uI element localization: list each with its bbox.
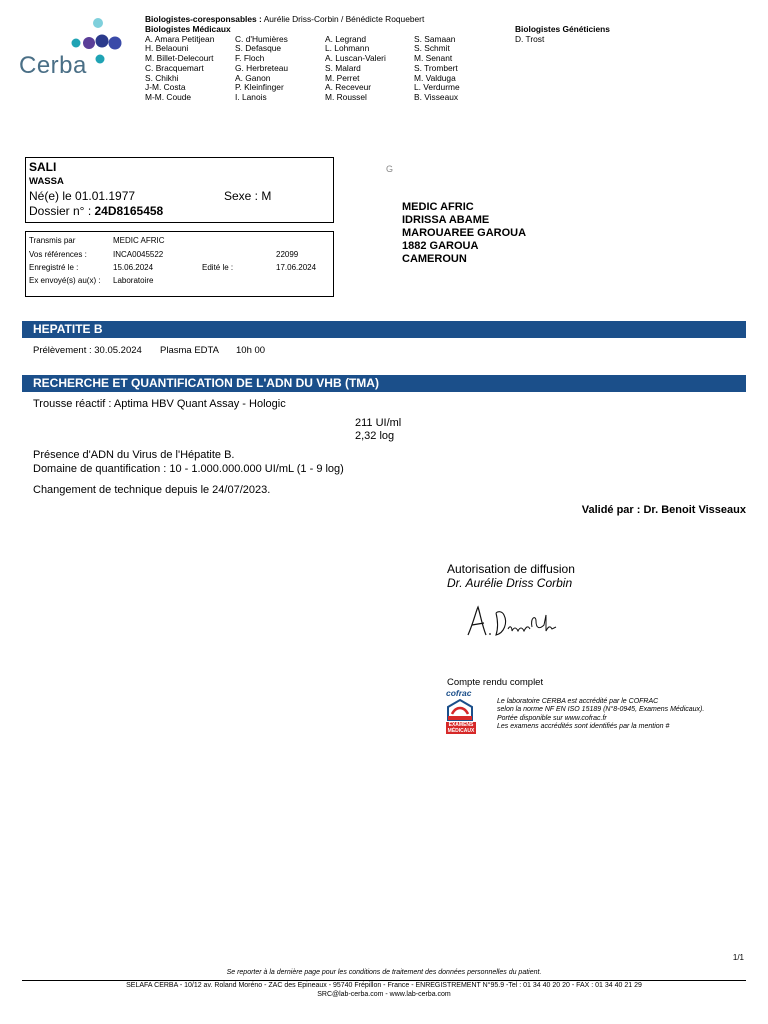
biologist-name: M. Perret xyxy=(325,72,360,83)
biologist-name: S. Samaan xyxy=(414,33,456,44)
transmission-box xyxy=(25,231,334,297)
medicaux-label: Biologistes Médicaux xyxy=(145,24,231,34)
recipient-line: 1882 GAROUA xyxy=(402,240,479,252)
edite-label: Edité le : xyxy=(202,263,234,272)
footer-contact: SRC@lab-cerba.com - www.lab-cerba.com xyxy=(317,991,451,998)
validation-text: Validé par : Dr. Benoit Visseaux xyxy=(581,504,746,516)
refs-value: INCA0045522 xyxy=(113,249,164,259)
coresp-names: Aurélie Driss-Corbin / Bénédicte Roquebert xyxy=(263,14,425,24)
biologist-name: G. Herbreteau xyxy=(235,62,289,73)
result-ui-value: 211 UI/ml xyxy=(355,417,402,429)
dossier-label: Dossier n° : xyxy=(29,204,95,218)
biologist-name: S. Schmit xyxy=(414,43,450,54)
refs-label: Vos références : xyxy=(29,249,87,259)
cofrac-line: Le laboratoire CERBA est accrédité par le COFRAC xyxy=(497,698,659,705)
biologist-name: J-M. Costa xyxy=(145,82,186,93)
biologist-name: M-M. Coude xyxy=(145,92,192,103)
biologist-column-2 xyxy=(235,35,288,104)
geneticiens-label: Biologistes Généticiens xyxy=(515,24,610,34)
recipient-line: IDRISSA ABAME xyxy=(402,214,490,226)
footer-divider xyxy=(22,980,746,981)
biologist-name: A. Ganon xyxy=(235,72,271,83)
section-adn-vhb-title: RECHERCHE ET QUANTIFICATION DE L'ADN DU VHB (TMA) xyxy=(22,375,746,392)
g-marker: G xyxy=(386,164,394,174)
biologist-column-3 xyxy=(325,35,386,104)
envoye-value: Laboratoire xyxy=(113,276,154,285)
biologist-name: M. Roussel xyxy=(325,92,367,103)
biologist-name: C. Bracquemart xyxy=(145,62,204,73)
cofrac-line: selon la norme NF EN ISO 15189 (N°8-0945, Examens Médicaux). xyxy=(497,706,705,714)
transmis-value: MEDIC AFRIC xyxy=(113,236,165,245)
cerba-logo xyxy=(16,14,126,78)
patient-birth: Né(e) le 01.01.1977 xyxy=(29,189,136,203)
authorization-doctor: Dr. Aurélie Driss Corbin xyxy=(447,576,573,590)
biologist-name: M. Valduga xyxy=(414,72,456,83)
section-hepatite-b-title: HEPATITE B xyxy=(22,321,746,338)
biologist-name: F. Floch xyxy=(235,53,265,64)
cerba-logo-text: Cerba xyxy=(19,52,87,79)
result-note-technique: Changement de technique depuis le 24/07/2023. xyxy=(33,484,271,496)
cofrac-emblem-icon xyxy=(446,698,474,722)
authorization-label: Autorisation de diffusion xyxy=(447,562,575,576)
recipient-address xyxy=(402,201,526,266)
recipient-line: MAROUAREE GAROUA xyxy=(402,227,527,239)
biologist-name: S. Malard xyxy=(325,62,361,73)
cofrac-logo-examens: EXAMENS xyxy=(446,722,476,728)
specimen-type: Plasma EDTA xyxy=(160,345,219,356)
patient-dossier xyxy=(29,204,163,218)
cofrac-line: Portée disponible sur www.cofrac.fr xyxy=(497,714,607,722)
kit-info: Trousse réactif : Aptima HBV Quant Assay - Hologic xyxy=(33,398,286,410)
geneticien-name: D. Trost xyxy=(515,33,545,44)
dossier-number: 24D8165458 xyxy=(94,204,164,218)
patient-box xyxy=(25,157,334,223)
biologist-name: A. Luscan-Valeri xyxy=(325,53,386,64)
transmis-label: Transmis par xyxy=(29,236,76,245)
envoye-label: Ex envoyé(s) au(x) : xyxy=(29,276,101,285)
footer-address: SELAFA CERBA - 10/12 av. Roland Moréno - ZAC des Epineaux - 95740 Frépillon - France - ENREGISTREMENT N°95.9 -Tel : 01 34 40 20 20 - FAX : 01 34 40 21 29 xyxy=(126,982,642,989)
biologist-name: M. Billet-Delecourt xyxy=(145,53,214,64)
biologist-name: L. Lohmann xyxy=(325,43,370,54)
biologist-name: P. Kleinfinger xyxy=(235,82,284,93)
result-log-value: 2,32 log xyxy=(355,430,395,442)
patient-sex: Sexe : M xyxy=(224,189,272,203)
enreg-label: Enregistré le : xyxy=(29,263,79,272)
biologist-name: A. Amara Petitjean xyxy=(145,33,215,44)
result-note-domain: Domaine de quantification : 10 - 1.000.000.000 UI/mL (1 - 9 log) xyxy=(33,463,344,475)
recipient-line: MEDIC AFRIC xyxy=(402,201,474,213)
enreg-value: 15.06.2024 xyxy=(113,263,154,272)
biologist-name: B. Visseaux xyxy=(414,92,459,103)
cofrac-logo xyxy=(446,689,476,739)
prelevement-date: Prélèvement : 30.05.2024 xyxy=(33,345,142,356)
recipient-line: CAMEROUN xyxy=(402,253,467,265)
cofrac-logo-medicaux: MÉDICAUX xyxy=(447,728,475,734)
biologist-name: H. Belaouni xyxy=(145,43,189,54)
signature-icon xyxy=(460,603,570,643)
prelevement-time: 10h 00 xyxy=(236,345,266,356)
biologist-name: C. d'Humières xyxy=(235,33,288,44)
biologist-column-4 xyxy=(414,35,460,104)
biologist-name: S. Trombert xyxy=(414,62,458,73)
biologist-name: M. Senant xyxy=(414,53,453,64)
compte-rendu-label: Compte rendu complet xyxy=(447,677,544,688)
biologist-column-1 xyxy=(145,35,214,104)
patient-last-name: SALI xyxy=(29,160,57,174)
biologist-name: L. Verdurme xyxy=(414,82,460,93)
refs-extra: 22099 xyxy=(276,249,299,259)
coresp-label: Biologistes-coresponsables : xyxy=(145,14,262,24)
patient-first-name: WASSA xyxy=(29,176,64,187)
biologist-name: S. Defasque xyxy=(235,43,282,54)
biologist-name: S. Chikhi xyxy=(145,72,179,83)
biologist-name: A. Receveur xyxy=(325,82,372,93)
result-note-presence: Présence d'ADN du Virus de l'Hépatite B. xyxy=(33,449,235,461)
edite-value: 17.06.2024 xyxy=(276,263,317,272)
cofrac-logo-text: cofrac xyxy=(446,688,472,698)
cofrac-accreditation-text xyxy=(497,698,704,732)
biologist-name: A. Legrand xyxy=(325,33,366,44)
page-number: 1/1 xyxy=(732,953,744,962)
biologist-name: I. Lanois xyxy=(235,92,267,103)
cofrac-line: Les examens accrédités sont identifiés par la mention # xyxy=(497,723,670,731)
footer-privacy: Se reporter à la dernière page pour les conditions de traitement des données personnelles du patient. xyxy=(226,969,542,976)
